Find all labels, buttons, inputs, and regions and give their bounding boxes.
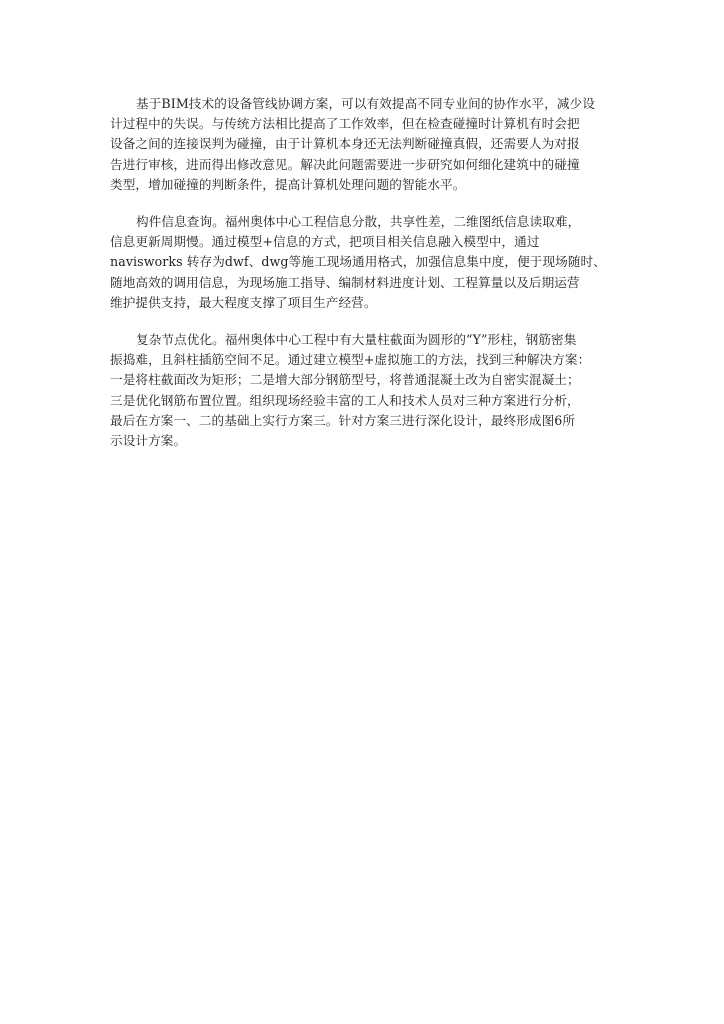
text-line: 示设计方案。 (110, 433, 187, 449)
text-line: 设备之间的连接误判为碰撞，由于计算机本身还无法判断碰撞真假，还需要人为对报 (110, 136, 580, 152)
text-line: 基于BIM技术的设备管线协调方案，可以有效提高不同专业间的协作水平，减少设 (136, 96, 596, 111)
text-line: 振捣难，且斜柱插筋空间不足。通过建立模型+虚拟施工的方法，找到三种解决方案： (110, 352, 591, 368)
document-page (110, 94, 630, 468)
text-line: 构件信息查询。福州奥体中心工程信息分散，共享性差，二维图纸信息读取难， (136, 214, 581, 230)
text-line: 复杂节点优化。福州奥体中心工程中有大量柱截面为圆形的“Y”形柱，钢筋密集 (136, 332, 577, 348)
text-line: navisworks 转存为dwf、dwg等施工现场通用格式，加强信息集中度，便于现场随时、 (110, 254, 606, 270)
text-line: 一是将柱截面改为矩形；二是增大部分钢筋型号，将普通混凝土改为自密实混凝土； (110, 372, 580, 388)
text-line: 随地高效的调用信息，为现场施工指导、编制材料进度计划、工程算量以及后期运营 (110, 274, 580, 290)
text-line: 类型，增加碰撞的判断条件，提高计算机处理问题的智能水平。 (110, 176, 466, 192)
text-line: 信息更新周期慢。通过模型+信息的方式，把项目相关信息融入模型中，通过 (110, 234, 540, 250)
text-line: 告进行审核，进而得出修改意见。解决此问题需要进一步研究如何细化建筑中的碰撞 (110, 156, 580, 172)
paragraph-node-optimization (110, 330, 630, 451)
paragraph-component-info (110, 212, 630, 313)
text-line: 维护提供支持，最大程度支撑了项目生产经营。 (110, 294, 377, 310)
paragraph-bim-coordination (110, 94, 630, 195)
text-line: 三是优化钢筋布置位置。组织现场经验丰富的工人和技术人员对三种方案进行分析， (110, 392, 580, 408)
text-line: 计过程中的失误。与传统方法相比提高了工作效率，但在检查碰撞时计算机有时会把 (110, 116, 580, 132)
text-line: 最后在方案一、二的基础上实行方案三。针对方案三进行深化设计，最终形成图6所 (110, 412, 576, 428)
